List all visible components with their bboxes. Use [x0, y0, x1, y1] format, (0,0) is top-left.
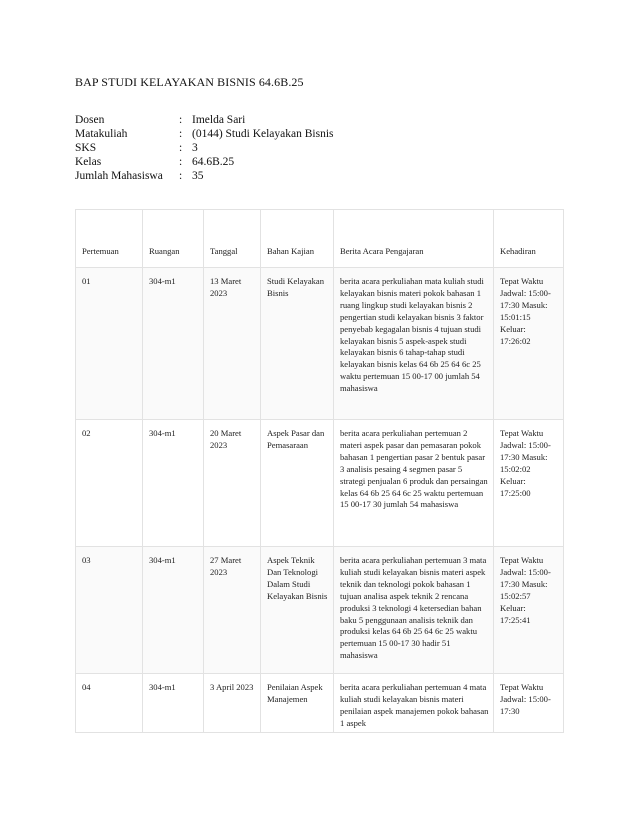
page-title: BAP STUDI KELAYAKAN BISNIS 64.6B.25: [75, 75, 304, 89]
table-row: [76, 420, 564, 547]
column-header: Pertemuan: [76, 210, 143, 268]
info-separator: :: [179, 170, 183, 182]
cell-berita-acara: berita acara perkuliahan pertemuan 2 materi aspek pasar dan pemasaran pokok bahasan 1 pengertian pasar 2 bentuk pasar 3 analisis pesaing 4 segmen pasar 5 strategi penjualan 6 produk dan persaingan kelas 64 6b 25 64 6c 25 waktu pertemuan 15 00-17 30 jumlah 54 mahasiswa: [334, 420, 494, 547]
info-row-jumlah-mahasiswa: [75, 169, 334, 183]
cell-kehadiran: Tepat Waktu Jadwal: 15:00-17:30: [494, 674, 564, 733]
info-row-sks: [75, 141, 334, 155]
cell-bahan-kajian: Aspek Teknik Dan Teknologi Dalam Studi Kelayakan Bisnis: [261, 547, 334, 674]
cell-berita-acara: berita acara perkuliahan pertemuan 3 mata kuliah studi kelayakan bisnis materi aspek teknik dan teknologi pokok bahasan 1 tujuan analisa aspek teknik 2 rencana produksi 3 teknologi 4 ketersedian bahan baku 5 penggunaan analisis teknik dan produksi kelas 64 6b 25 64 6c 25 waktu pertemuan 15 00-17 30 hadir 51 mahasiswa: [334, 547, 494, 674]
column-header: Kehadiran: [494, 210, 564, 268]
info-row-kelas: [75, 155, 334, 169]
cell-kehadiran: Tepat Waktu Jadwal: 15:00-17:30 Masuk: 15:02:57 Keluar: 17:25:41: [494, 547, 564, 674]
info-value: (0144) Studi Kelayakan Bisnis: [192, 128, 334, 140]
info-separator: :: [179, 142, 183, 154]
cell-pertemuan: 01: [76, 268, 143, 420]
info-separator: :: [179, 114, 183, 126]
cell-tanggal: 13 Maret 2023: [204, 268, 261, 420]
cell-ruangan: 304-m1: [143, 547, 204, 674]
cell-ruangan: 304-m1: [143, 674, 204, 733]
cell-berita-acara: berita acara perkuliahan mata kuliah studi kelayakan bisnis materi pokok bahasan 1 ruang lingkup studi kelayakan bisnis 2 pengertian studi kelayakan bisnis 3 faktor penyebab kegagalan bisnis 4 tujuan studi kelayakan bisnis 5 aspek-aspek studi kelayakan bisnis 6 tahap-tahap studi kelayakan bisnis kelas 64 6b 25 64 6c 25 waktu pertemuan 15 00-17 00 jumlah 54 mahasiswa: [334, 268, 494, 420]
cell-tanggal: 27 Maret 2023: [204, 547, 261, 674]
info-value: Imelda Sari: [192, 114, 246, 126]
column-header: Ruangan: [143, 210, 204, 268]
info-label: Dosen: [75, 114, 105, 126]
column-header: Bahan Kajian: [261, 210, 334, 268]
info-label: Jumlah Mahasiswa: [75, 170, 163, 182]
cell-berita-acara: berita acara perkuliahan pertemuan 4 mata kuliah studi kelayakan bisnis materi penilaian aspek manajemen pokok bahasan 1 aspek: [334, 674, 494, 733]
info-value: 3: [192, 142, 198, 154]
info-value: 35: [192, 170, 204, 182]
cell-tanggal: 3 April 2023: [204, 674, 261, 733]
table-row: [76, 268, 564, 420]
cell-kehadiran: Tepat Waktu Jadwal: 15:00-17:30 Masuk: 15:02:02 Keluar: 17:25:00: [494, 420, 564, 547]
cell-tanggal: 20 Maret 2023: [204, 420, 261, 547]
table-row: [76, 674, 564, 733]
cell-pertemuan: 02: [76, 420, 143, 547]
info-label: SKS: [75, 142, 97, 154]
info-row-dosen: [75, 113, 334, 127]
info-value: 64.6B.25: [192, 156, 235, 168]
column-header: Berita Acara Pengajaran: [334, 210, 494, 268]
cell-bahan-kajian: Studi Kelayakan Bisnis: [261, 268, 334, 420]
info-label: Matakuliah: [75, 128, 128, 140]
info-row-matakuliah: [75, 127, 334, 141]
info-separator: :: [179, 128, 183, 140]
cell-pertemuan: 03: [76, 547, 143, 674]
info-label: Kelas: [75, 156, 102, 168]
cell-pertemuan: 04: [76, 674, 143, 733]
cell-ruangan: 304-m1: [143, 420, 204, 547]
table-header-row: [76, 210, 564, 268]
cell-kehadiran: Tepat Waktu Jadwal: 15:00-17:30 Masuk: 15:01:15 Keluar: 17:26:02: [494, 268, 564, 420]
course-info: [75, 113, 334, 183]
cell-bahan-kajian: Penilaian Aspek Manajemen: [261, 674, 334, 733]
info-separator: :: [179, 156, 183, 168]
cell-ruangan: 304-m1: [143, 268, 204, 420]
table-row: [76, 547, 564, 674]
bap-table: [75, 209, 564, 733]
column-header: Tanggal: [204, 210, 261, 268]
cell-bahan-kajian: Aspek Pasar dan Pemasaraan: [261, 420, 334, 547]
